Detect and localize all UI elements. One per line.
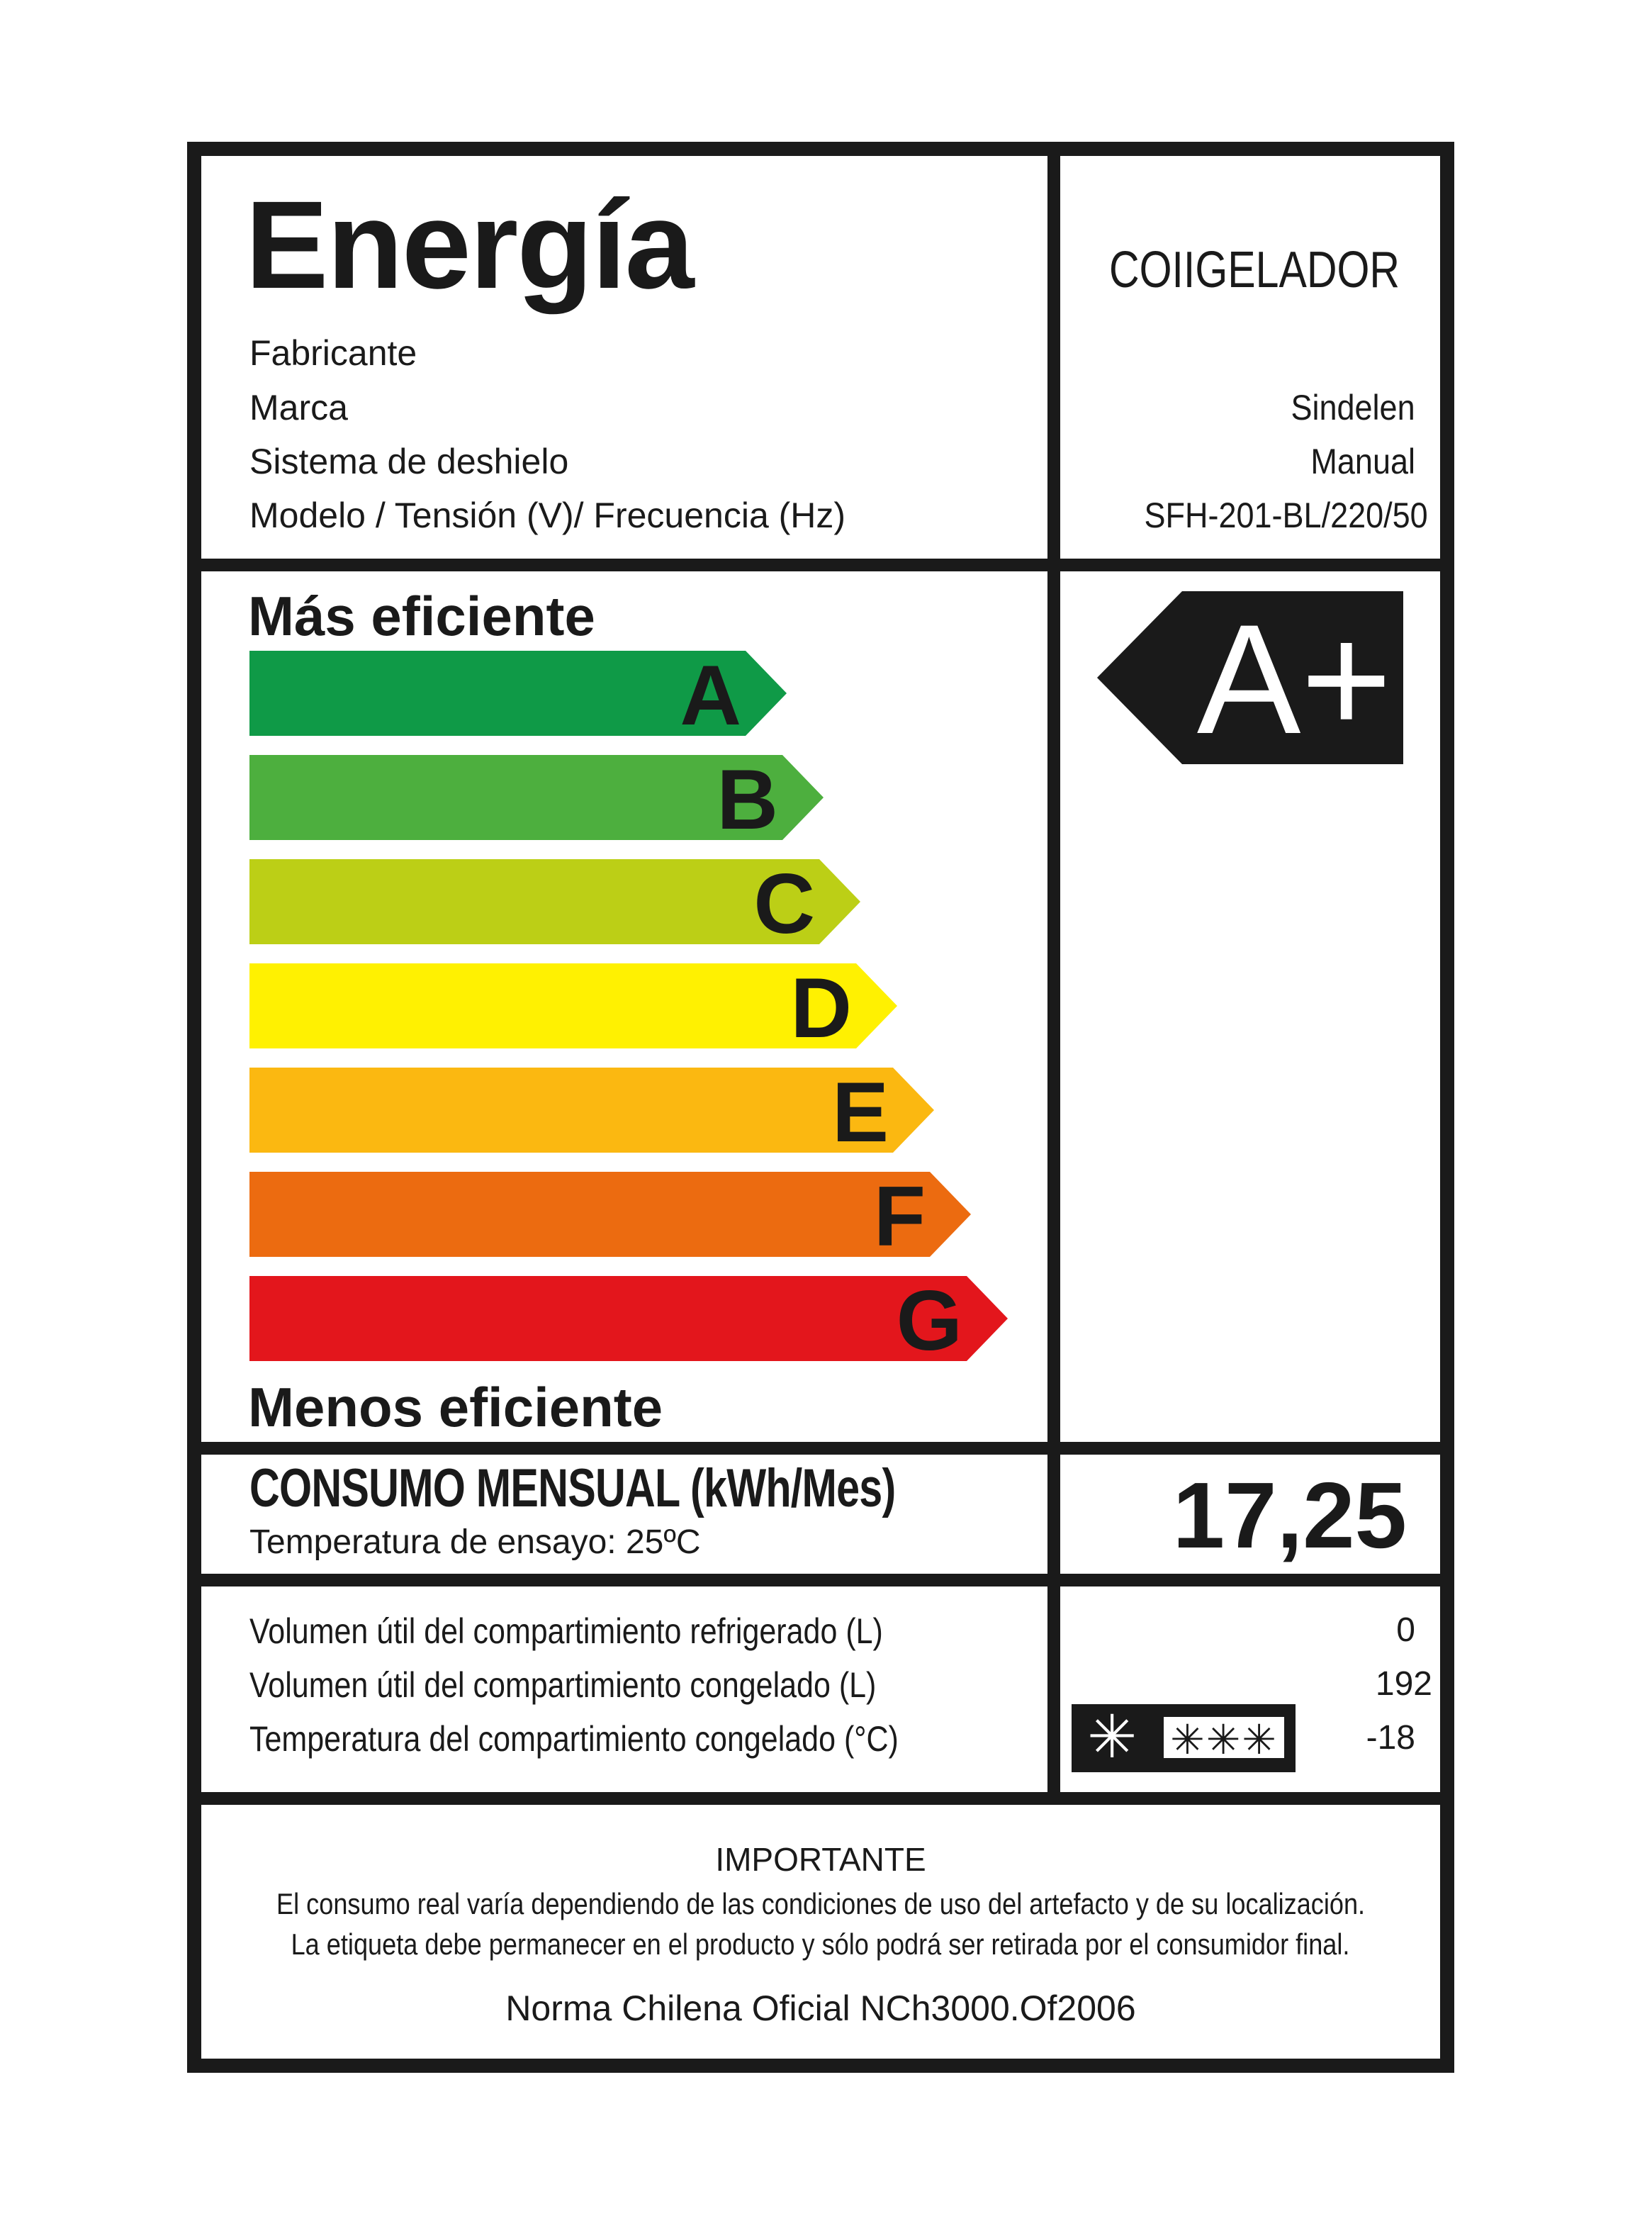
rating-value: A+ bbox=[1196, 592, 1392, 766]
label-refrigerated-volume: Volumen útil del compartimiento refrigerado (L) bbox=[249, 1611, 883, 1651]
efficiency-bar-f bbox=[249, 1172, 971, 1257]
norma-text: Norma Chilena Oficial NCh3000.Of2006 bbox=[505, 1988, 1136, 2028]
product-type: COIIGELADOR bbox=[1108, 242, 1400, 298]
label-model: Modelo / Tensión (V)/ Frecuencia (Hz) bbox=[249, 496, 846, 535]
value-frozen-volume: 192 bbox=[1375, 1665, 1432, 1703]
label-frozen-volume: Volumen útil del compartimiento congelado (L) bbox=[249, 1665, 877, 1705]
important-title: IMPORTANTE bbox=[715, 1841, 926, 1878]
efficiency-letter-f: F bbox=[873, 1169, 926, 1264]
consumption-title: CONSUMO MENSUAL (kWh/Mes) bbox=[249, 1458, 896, 1518]
efficiency-letter-d: D bbox=[790, 961, 852, 1056]
efficiency-letter-b: B bbox=[717, 752, 778, 847]
freezer-star-rating bbox=[1072, 1704, 1296, 1772]
efficiency-letter-e: E bbox=[831, 1065, 889, 1160]
value-model: SFH-201-BL/220/50 bbox=[1144, 496, 1428, 535]
efficiency-letter-c: C bbox=[753, 856, 815, 951]
label-defrost: Sistema de deshielo bbox=[249, 442, 569, 481]
three-star-icon: ✳✳✳ bbox=[1164, 1717, 1284, 1758]
important-line-2: La etiqueta debe permanecer en el producto y sólo podrá ser retirada por el consumidor final. bbox=[291, 1927, 1350, 1961]
least-efficient-label: Menos eficiente bbox=[248, 1376, 663, 1438]
label-frozen-temperature: Temperatura del compartimiento congelado (°C) bbox=[249, 1719, 899, 1759]
label-manufacturer: Fabricante bbox=[249, 333, 417, 373]
efficiency-letter-a: A bbox=[680, 648, 741, 743]
snowflake-icon: ✳ bbox=[1087, 1703, 1137, 1770]
consumption-value: 17,25 bbox=[1172, 1463, 1407, 1567]
efficiency-letter-g: G bbox=[896, 1273, 962, 1368]
value-refrigerated-volume: 0 bbox=[1396, 1611, 1415, 1649]
label-brand: Marca bbox=[249, 388, 348, 427]
most-efficient-label: Más eficiente bbox=[248, 585, 595, 647]
label-title: Energía bbox=[245, 176, 693, 315]
value-defrost: Manual bbox=[1310, 442, 1415, 481]
consumption-subtitle: Temperatura de ensayo: 25ºC bbox=[249, 1523, 701, 1561]
efficiency-bar-g bbox=[249, 1276, 1008, 1361]
value-brand: Sindelen bbox=[1291, 388, 1415, 427]
value-frozen-temperature: -18 bbox=[1366, 1719, 1415, 1757]
important-line-1: El consumo real varía dependiendo de las condiciones de uso del artefacto y de su localización. bbox=[276, 1887, 1366, 1920]
